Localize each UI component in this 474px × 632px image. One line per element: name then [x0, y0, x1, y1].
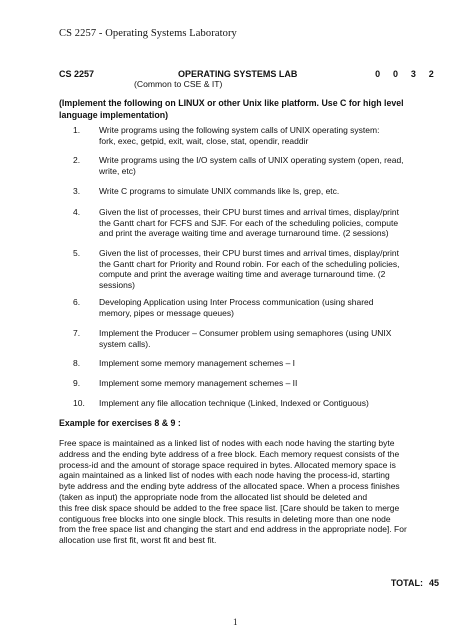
exercise-line: Implement any file allocation technique (Linked, Indexed or Contiguous): [99, 398, 369, 408]
exercise-line: fork, exec, getpid, exit, wait, close, stat, opendir, readdir: [99, 135, 309, 146]
exercise-line: Implement some memory management schemes – II: [99, 378, 298, 388]
course-credits: 0 0 3 2: [375, 69, 439, 79]
intro-line: language implementation): [59, 110, 168, 120]
exercise-number: 2.: [73, 155, 81, 165]
exercise-number: 1.: [73, 125, 81, 135]
intro-line: (Implement the following on LINUX or other Unix like platform. Use C for high level: [59, 98, 404, 108]
total-label: TOTAL:: [390, 578, 423, 588]
exercise-text: [99, 297, 443, 318]
exercise-line: Implement some memory management schemes – I: [99, 358, 296, 368]
exercise-number: 6.: [73, 297, 81, 307]
exercise-text: [99, 358, 443, 369]
paragraph-line: this free disk space should be added to the free space list. [Care should be taken to merge: [59, 502, 400, 513]
example-heading: Example for exercises 8 & 9 :: [59, 418, 181, 428]
exercise-line: sessions): [99, 280, 135, 291]
paragraph-line: allocation use first fit, worst fit and best fit.: [59, 535, 217, 546]
exercise-text: [99, 207, 443, 239]
exercise-line: the Gantt chart for FCFS and SJF. For each of the scheduling policies, compute: [99, 217, 399, 228]
paragraph-line: again maintained as a linked list of nodes with each node having the process-id, starting: [59, 470, 390, 481]
exercise-number: 5.: [73, 248, 81, 258]
course-title: OPERATING SYSTEMS LAB: [178, 69, 298, 79]
total-hours: [391, 578, 439, 588]
exercise-line: Given the list of processes, their CPU burst times and arrival times, display/print: [99, 248, 399, 258]
exercise-number: 10.: [73, 398, 85, 408]
exercise-line: Write programs using the following system calls of UNIX operating system:: [99, 125, 380, 135]
paragraph-line: contiguous free blocks into one single block. This results in deleting more than one node: [59, 513, 391, 524]
intro-note: [59, 97, 439, 121]
exercise-line: Implement the Producer – Consumer problem using semaphores (using UNIX: [99, 328, 392, 338]
exercise-number: 7.: [73, 328, 81, 338]
exercise-number: 4.: [73, 207, 81, 217]
exercise-line: Developing Application using Inter Process communication (using shared: [99, 297, 374, 307]
running-header: CS 2257 - Operating Systems Laboratory: [59, 28, 237, 39]
exercise-text: [99, 398, 443, 409]
paragraph-line: byte address and the ending byte address of the allocated space. When a process finishes: [59, 481, 400, 492]
exercise-text: [99, 328, 443, 349]
exercise-line: and print the average waiting time and average turnaround time. (2 sessions): [99, 228, 389, 239]
exercise-text: [99, 248, 443, 291]
exercise-text: [99, 155, 443, 176]
exercise-line: the Gantt chart for Priority and Round robin. For each of the scheduling policies,: [99, 258, 400, 269]
exercise-text: [99, 378, 443, 389]
exercise-line: system calls).: [99, 338, 151, 349]
page-number: 1: [233, 617, 238, 627]
course-subtitle: (Common to CSE & IT): [134, 79, 223, 89]
exercise-line: Write programs using the I/O system calls of UNIX operating system (open, read,: [99, 155, 404, 165]
paragraph-line: address and the ending byte address of a free block. Each memory request consists of the: [59, 448, 400, 459]
exercise-line: memory, pipes or message queues): [99, 307, 234, 318]
exercise-line: write, etc): [99, 165, 136, 176]
exercise-line: Given the list of processes, their CPU burst times and arrival times, display/print: [99, 207, 399, 217]
paragraph-line: Free space is maintained as a linked list of nodes with each node having the starting byte: [59, 438, 395, 448]
example-paragraph: [59, 438, 439, 546]
paragraph-line: process-id and the amount of storage space required in bytes. Allocated memory space is: [59, 459, 396, 470]
paragraph-line: (taken as input) the appropriate node from the allocated list should be deleted and: [59, 491, 368, 502]
exercise-number: 9.: [73, 378, 81, 388]
exercise-text: [99, 186, 443, 197]
exercise-text: [99, 125, 443, 146]
total-value: 45: [428, 578, 439, 588]
exercise-line: compute and print the average waiting time and average turnaround time. (2: [99, 269, 386, 280]
course-code: CS 2257: [59, 69, 95, 79]
exercise-line: Write C programs to simulate UNIX commands like ls, grep, etc.: [99, 186, 340, 196]
paragraph-line: from the free space list and changing the start and end address in the appropriate node]. For: [59, 524, 407, 535]
exercise-number: 3.: [73, 186, 81, 196]
exercise-number: 8.: [73, 358, 81, 368]
